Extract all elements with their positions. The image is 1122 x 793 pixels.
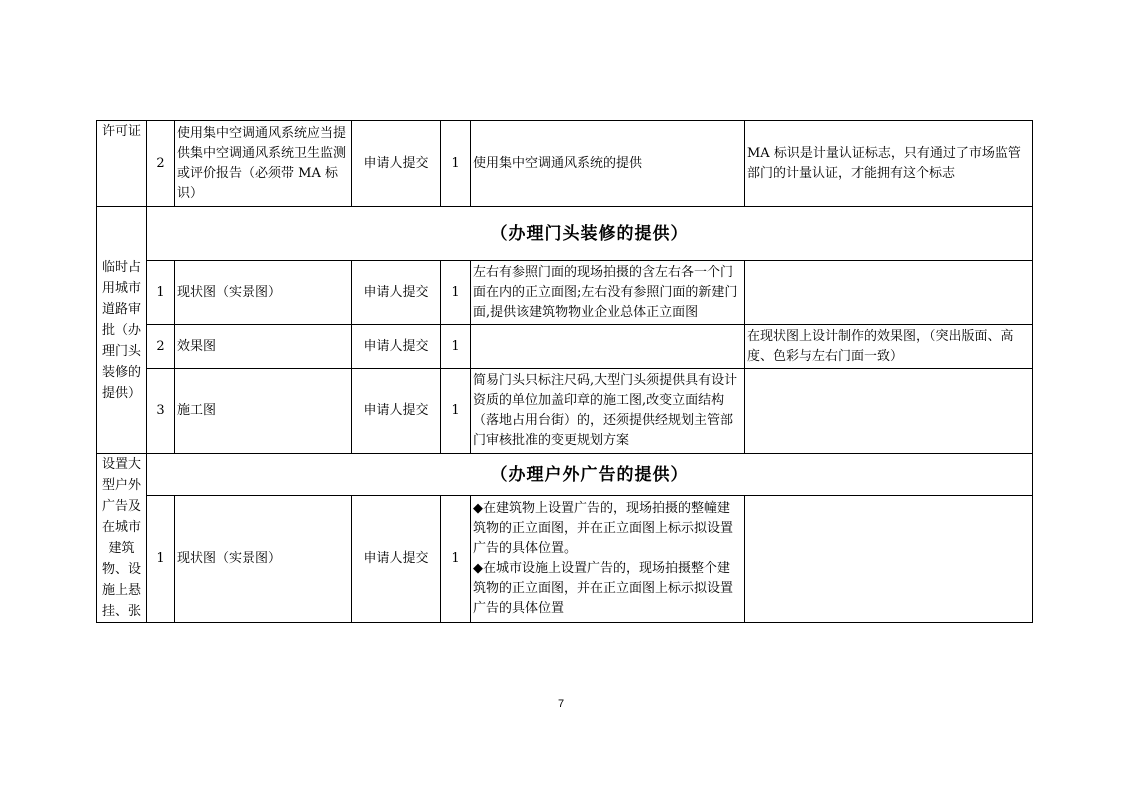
section-title: （办理门头装修的提供） — [147, 207, 1033, 261]
category-cell: 设置大型户外广告及在城市建筑物、设施上悬挂、张 — [97, 454, 147, 623]
remark-cell — [745, 261, 1033, 325]
table-row — [97, 121, 1033, 207]
remark-cell: 在现状图上设计制作的效果图，（突出版面、高度、色彩与左右门面一致） — [745, 325, 1033, 369]
submitter-cell: 申请人提交 — [352, 261, 441, 325]
page-number: 7 — [557, 698, 565, 710]
submitter-cell: 申请人提交 — [352, 121, 441, 207]
material-name: 施工图 — [175, 369, 352, 454]
row-number: 2 — [147, 325, 175, 369]
copies-cell: 1 — [441, 369, 471, 454]
row-number: 2 — [147, 121, 175, 207]
submitter-cell: 申请人提交 — [352, 496, 441, 623]
copies-cell: 1 — [441, 261, 471, 325]
table-row — [97, 496, 1033, 623]
section-header-row — [97, 207, 1033, 261]
table-row — [97, 325, 1033, 369]
submitter-cell: 申请人提交 — [352, 369, 441, 454]
requirement-cell — [471, 325, 745, 369]
remark-cell: MA 标识是计量认证标志，只有通过了市场监管部门的计量认证，才能拥有这个标志 — [745, 121, 1033, 207]
section-header-row — [97, 454, 1033, 496]
category-cell: 临时占用城市道路审批（办理门头装修的提供） — [97, 207, 147, 454]
submitter-cell: 申请人提交 — [352, 325, 441, 369]
material-name: 现状图（实景图） — [175, 261, 352, 325]
requirement-cell: 简易门头只标注尺码,大型门头须提供具有设计资质的单位加盖印章的施工图,改变立面结构（落地占用台街）的，还须提供经规划主管部门审核批准的变更规划方案 — [471, 369, 745, 454]
copies-cell: 1 — [441, 121, 471, 207]
requirement-cell: 左右有参照门面的现场拍摄的含左右各一个门面在内的正立面图;左右没有参照门面的新建门面,提供该建筑物物业企业总体正立面图 — [471, 261, 745, 325]
copies-cell: 1 — [441, 496, 471, 623]
section-title: （办理户外广告的提供） — [147, 454, 1033, 496]
table-row — [97, 369, 1033, 454]
table-row — [97, 261, 1033, 325]
category-cell: 许可证 — [97, 121, 147, 207]
row-number: 1 — [147, 261, 175, 325]
remark-cell — [745, 496, 1033, 623]
material-name: 效果图 — [175, 325, 352, 369]
row-number: 1 — [147, 496, 175, 623]
materials-table — [96, 120, 1033, 623]
remark-cell — [745, 369, 1033, 454]
requirement-cell: ◆在建筑物上设置广告的，现场拍摄的整幢建筑物的正立面图，并在正立面图上标示拟设置广告的具体位置。 ◆在城市设施上设置广告的，现场拍摄整个建筑物的正立面图，并在正立面图上标示拟设置广告的具体位置 — [471, 496, 745, 623]
requirement-cell: 使用集中空调通风系统的提供 — [471, 121, 745, 207]
copies-cell: 1 — [441, 325, 471, 369]
row-number: 3 — [147, 369, 175, 454]
material-name: 现状图（实景图） — [175, 496, 352, 623]
material-name: 使用集中空调通风系统应当提供集中空调通风系统卫生监测或评价报告（必须带 MA 标识） — [175, 121, 352, 207]
